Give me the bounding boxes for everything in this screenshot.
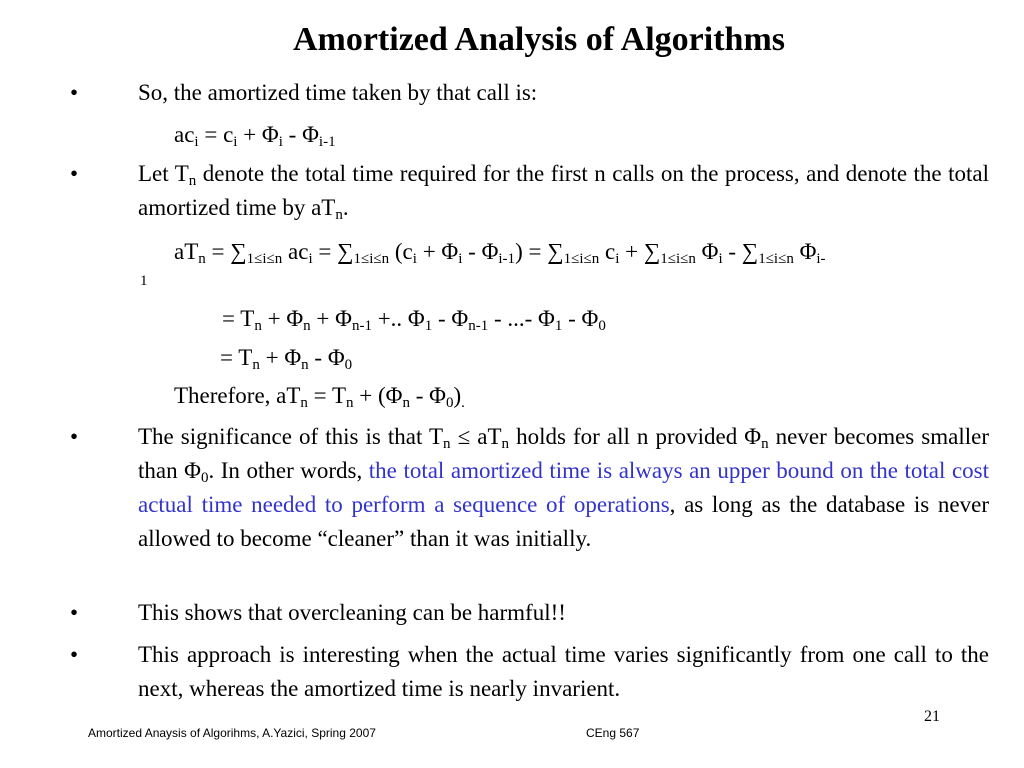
bullet-5-text: This approach is interesting when the actual time varies significantly from one call to the next, whereas the amortized time is nearly invarient. (138, 642, 989, 701)
equation-simplified: = $T_n + \Phi_n - \Phi_0$ (220, 345, 353, 373)
footer-course-info: Amortized Anaysis of Algorihms, A.Yazici, Spring 2007 (88, 726, 376, 740)
equation-expansion: = $T_n + \Phi_n + \Phi_{n-1}$ +.. $\Phi_1 - \Phi_{n-1}$ - ...- $\Phi_1 - \Phi_0$ (222, 306, 606, 334)
bullet-4-text: This shows that overcleaning can be harmful!! (138, 600, 566, 625)
bullet-marker: • (70, 424, 79, 449)
bullet-2-text: Let $T_n$ denote the total time required for the first n calls on the process, and denote the total amortized time by $aT_n$. (138, 161, 989, 223)
footer-course-code: CEng 567 (586, 726, 640, 740)
bullet-marker: • (70, 80, 79, 105)
page-number: 21 (924, 708, 940, 725)
equation-wrap-subscript: 1 (140, 273, 148, 289)
equation-total-amortized: $aT_n = \sum_{1\le i\le n}$ $ac_i = \sum_{1\le i\le n}$ $(c_i + \Phi_i - \Phi_{i-1}) = \sum_{1\le i\le n}$ $c_i + \sum_{1\le i\le n}$ $\Phi_i - \sum_{1\le i\le n}$ $\Phi_{i-}$ (174, 239, 826, 267)
bullet-marker: • (70, 600, 79, 625)
highlighted-statement: the total amortized time is always an upper bound on the total cost actual time needed to perform a sequence of operations (138, 458, 989, 517)
equation-amortized-call: $ac_i = c_i + \Phi_i - \Phi_{i-1}$ (174, 122, 336, 150)
bullet-1-text: So, the amortized time taken by that call is: (138, 80, 538, 105)
bullet-marker: • (70, 642, 79, 667)
bullet-marker: • (70, 161, 79, 186)
equation-therefore: Therefore, $aT_n = T_n + (\Phi_n - \Phi_0)_.$ (174, 383, 465, 411)
slide-title: Amortized Analysis of Algorithms (292, 21, 786, 58)
bullet-3-text: The significance of this is that $T_n \le aT_n$ holds for all n provided $\Phi_n$ never becomes smaller than $\Phi_0$. In other words, the total amortized time is always an upper bound on the total cost actual time needed to perform a sequence of operations, as long as the database is never allowed to become “cleaner” than it was initially. (138, 424, 989, 551)
